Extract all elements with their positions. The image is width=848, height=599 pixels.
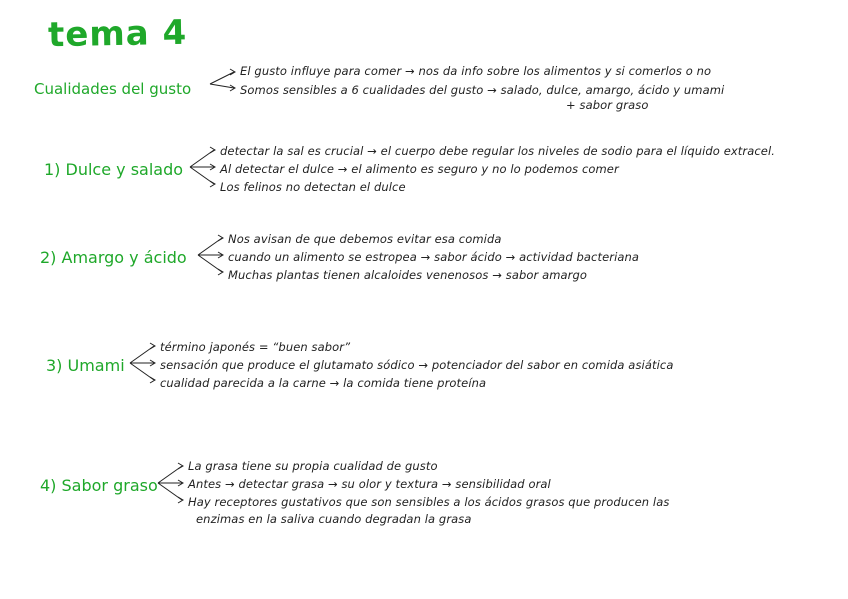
section-heading: 4) Sabor graso [40, 476, 158, 495]
note-line: sensación que produce el glutamato sódico → potenciador del sabor en comida asiática [160, 358, 674, 372]
bracket-arrows-icon [188, 144, 218, 190]
section-heading: 2) Amargo y ácido [40, 248, 187, 267]
note-line: término japonés = “buen sabor” [160, 340, 351, 354]
note-line: Muchas plantas tienen alcaloides venenosos → sabor amargo [228, 268, 588, 282]
note-line: cualidad parecida a la carne → la comida tiene proteína [160, 376, 487, 390]
note-line: Antes → detectar grasa → su olor y textura → sensibilidad oral [188, 477, 551, 491]
note-line: El gusto influye para comer → nos da info sobre los alimentos y si comerlos o no [240, 64, 712, 78]
note-line: Somos sensibles a 6 cualidades del gusto → salado, dulce, amargo, ácido y umami [240, 83, 725, 97]
note-line: enzimas en la saliva cuando degradan la grasa [196, 512, 472, 526]
note-line: detectar la sal es crucial → el cuerpo debe regular los niveles de sodio para el líquido extracel. [220, 144, 776, 158]
note-line: + sabor graso [566, 98, 649, 112]
page-title: tema 4 [47, 12, 188, 56]
note-line: Hay receptores gustativos que son sensibles a los ácidos grasos que producen las [188, 495, 670, 509]
bracket-arrows-icon [156, 460, 186, 506]
note-line: La grasa tiene su propia cualidad de gusto [188, 459, 438, 473]
note-line: Al detectar el dulce → el alimento es seguro y no lo podemos comer [220, 162, 619, 176]
bracket-arrows-icon [128, 340, 158, 386]
note-line: Los felinos no detectan el dulce [220, 180, 406, 194]
section-heading: Cualidades del gusto [34, 80, 192, 98]
note-line: cuando un alimento se estropea → sabor ácido → actividad bacteriana [228, 250, 640, 264]
bracket-arrows-icon [208, 66, 238, 100]
section-heading: 3) Umami [46, 356, 125, 375]
section-heading: 1) Dulce y salado [44, 160, 184, 179]
note-line: Nos avisan de que debemos evitar esa comida [228, 232, 502, 246]
bracket-arrows-icon [196, 232, 226, 278]
